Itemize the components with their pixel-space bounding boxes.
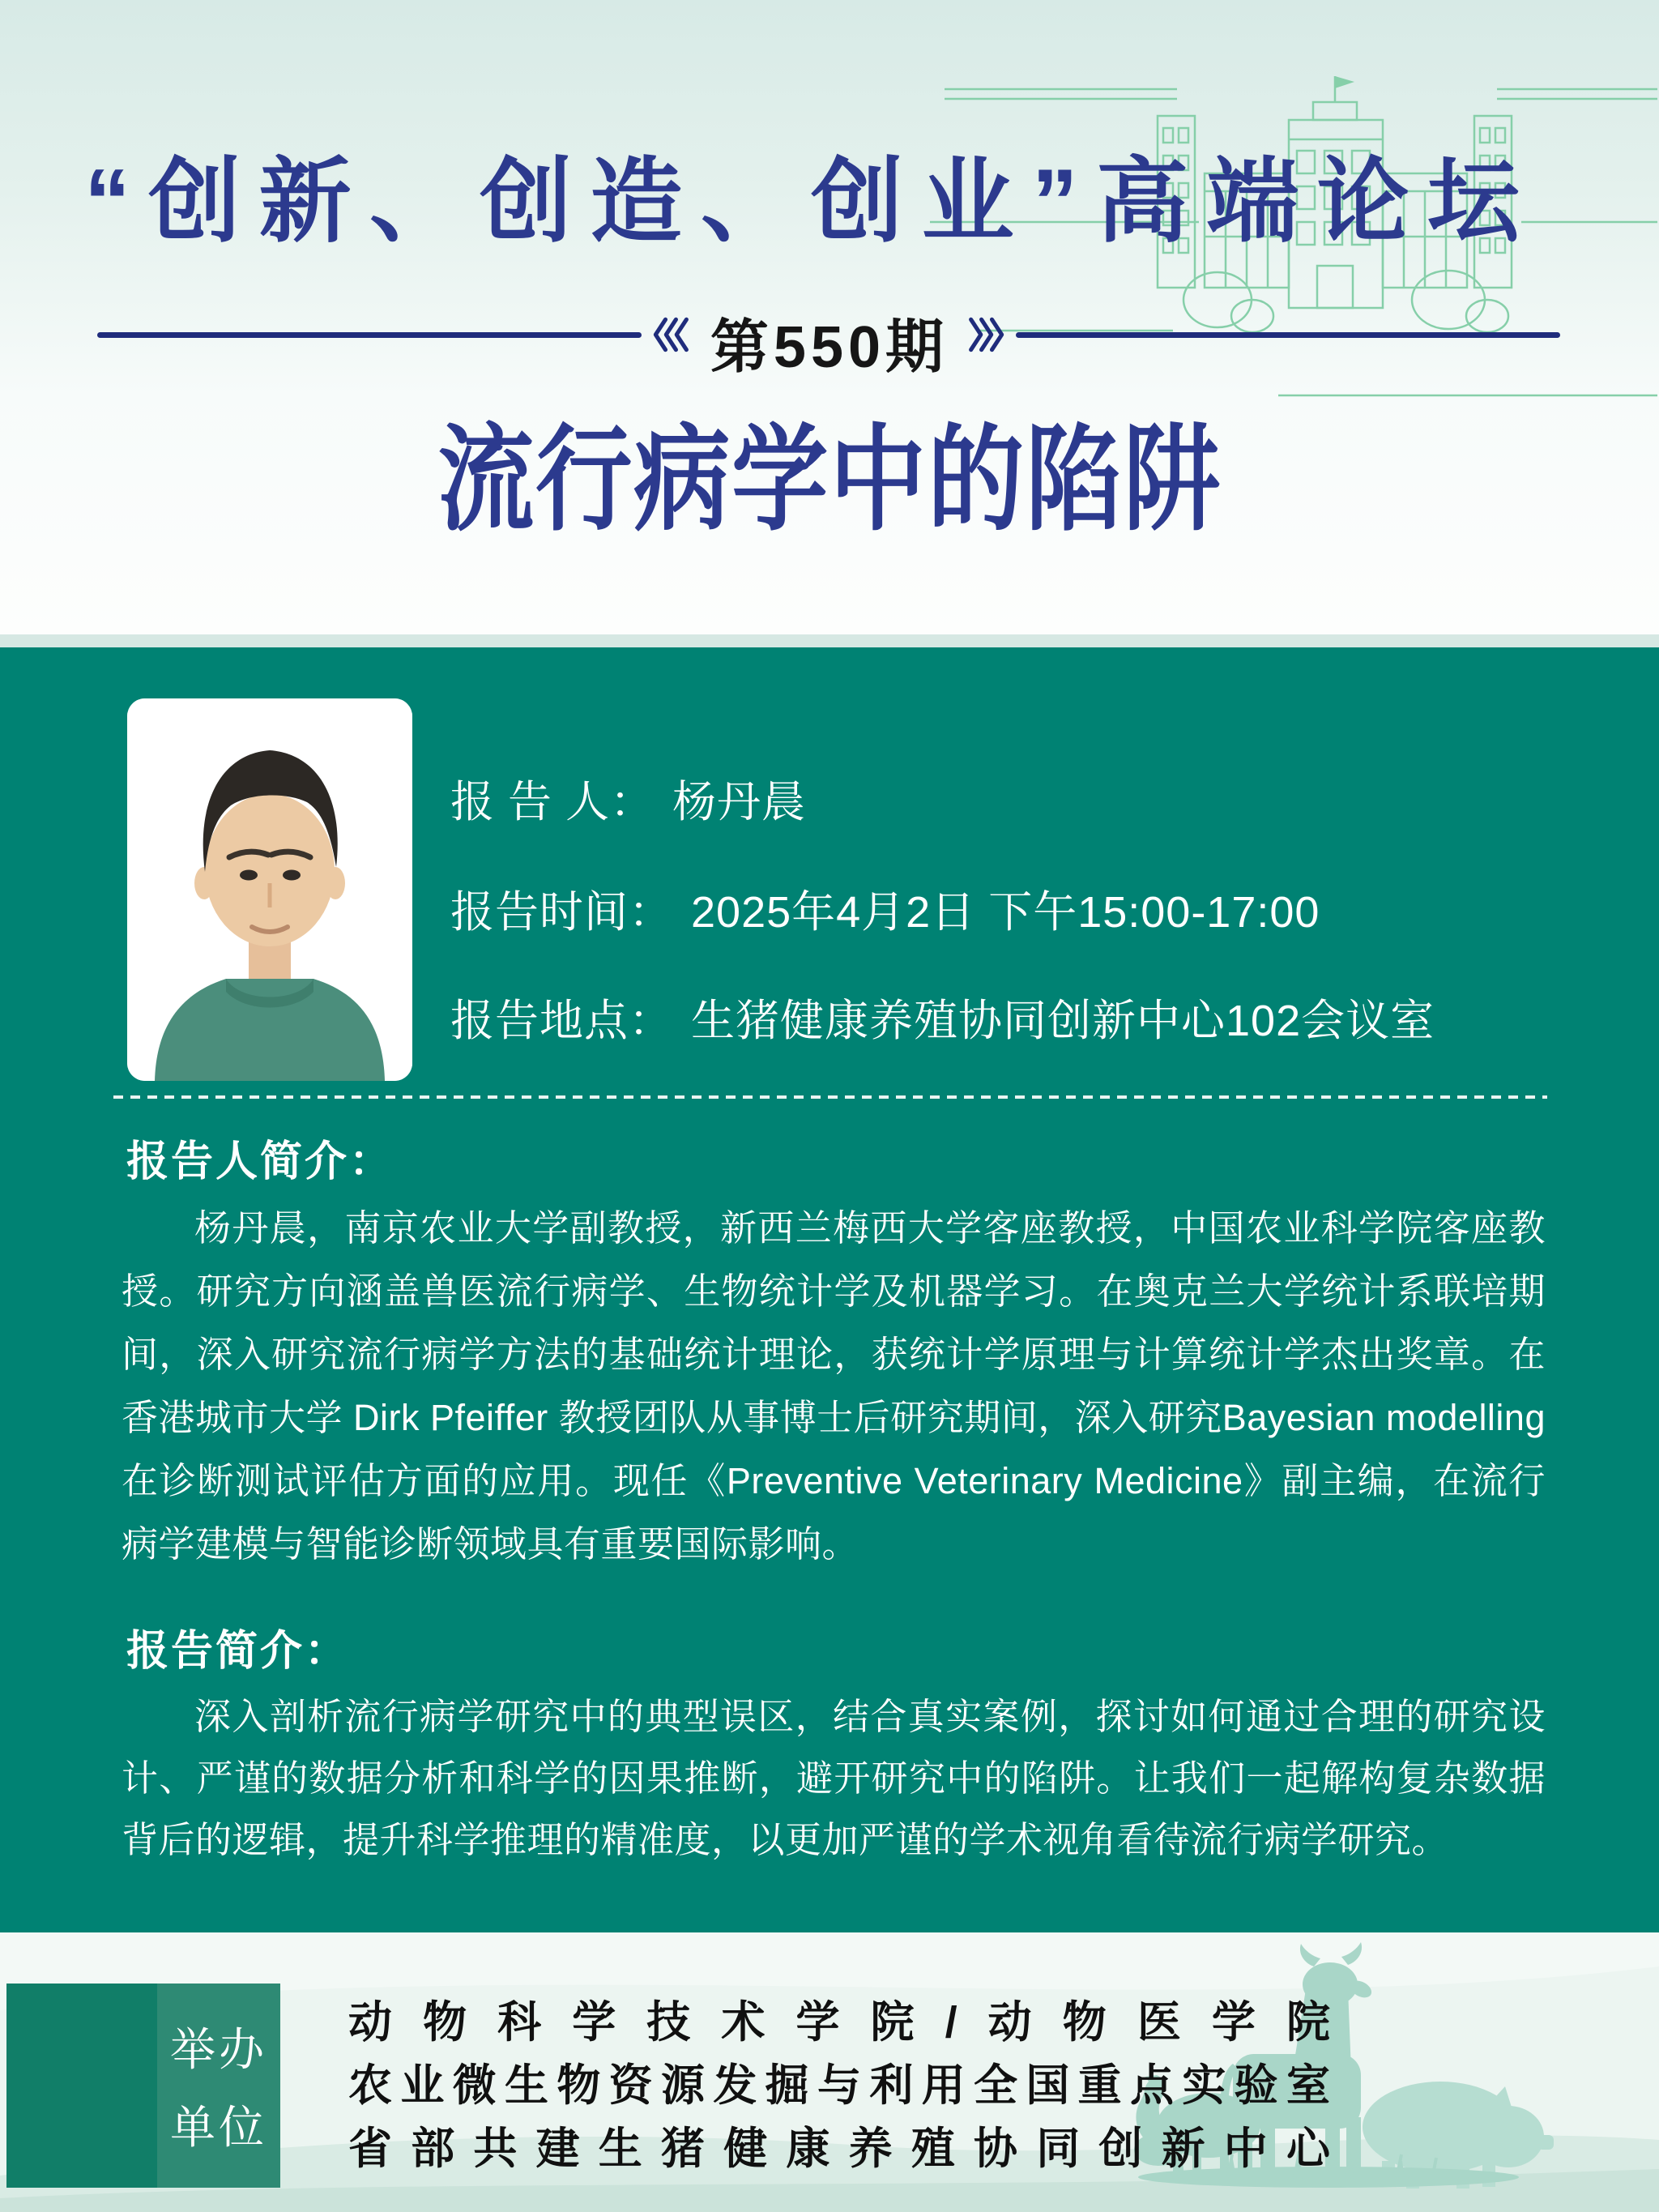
dashed-divider (113, 1095, 1547, 1099)
speaker-label: 报 告 人： (450, 778, 655, 826)
location-row (450, 986, 1435, 1048)
speaker-photo (127, 698, 412, 1081)
organizer-item: 省部共建生猪健康养殖协同创新中心 (348, 2124, 1330, 2173)
organizer-label-block (157, 1984, 280, 2188)
chevrons-right-icon (966, 316, 1008, 353)
section-divider-band (0, 634, 1659, 647)
location-label: 报告地点： (450, 997, 673, 1045)
bio-heading: 报告人简介： (126, 1138, 394, 1185)
header-section (0, 0, 1659, 634)
issue-row (0, 300, 1659, 380)
organizer-label-line: 单位 (170, 2102, 267, 2153)
bio-paragraph: 杨丹晨，南京农业大学副教授，新西兰梅西大学客座教授，中国农业科学院客座教授。研究方向涵盖兽医流行病学、生物统计学及机器学习。在奥克兰大学统计系联培期间，深入研究流行病学方法的基础统计理论，获统计学原理与计算统计学杰出奖章。在香港城市大学 Dirk Pfeiffer 教授团队从事博士后研究期间，深入研究Bayesian modelling在诊断测试评估方面的应用。现任《Preventive Veterinary Medicine》副主编，在流行病学建模与智能诊断领域具有重要国际影响。 (122, 1207, 1546, 1565)
organizer-item: 动物科学技术学院/动物医学院 (348, 1998, 1330, 2047)
speaker-name: 杨丹晨 (672, 778, 807, 826)
organizer-label-line: 举办 (170, 2024, 267, 2075)
location-value: 生猪健康养殖协同创新中心102会议室 (691, 997, 1435, 1045)
organizer-item: 农业微生物资源发掘与利用全国重点实验室 (348, 2061, 1330, 2110)
footer-section (0, 1932, 1659, 2212)
info-section (0, 647, 1659, 1932)
abstract-heading: 报告简介： (126, 1628, 350, 1675)
organizer-list (348, 1991, 1330, 2180)
time-label: 报告时间： (450, 888, 673, 937)
abstract-paragraph: 深入剖析流行病学研究中的典型误区，结合真实案例，探讨如何通过合理的研究设计、严谨的数据分析和科学的因果推断，避开研究中的陷阱。让我们一起解构复杂数据背后的逻辑，提升科学推理的精准度，以更加严谨的学术视角看待流行病学研究。 (122, 1696, 1546, 1860)
footer-accent-block (6, 1984, 157, 2188)
time-row (450, 878, 1320, 940)
speaker-row (450, 767, 806, 830)
forum-title: “创新、创造、创业”高端论坛 (84, 151, 1526, 254)
speaker-portrait-graphic (127, 698, 412, 1081)
time-value: 2025年4月2日 下午15:00-17:00 (691, 888, 1320, 937)
talk-title: 流行病学中的陷阱 (437, 416, 1222, 544)
divider-line-right (1016, 332, 1560, 338)
issue-number: 第550期 (710, 315, 949, 380)
